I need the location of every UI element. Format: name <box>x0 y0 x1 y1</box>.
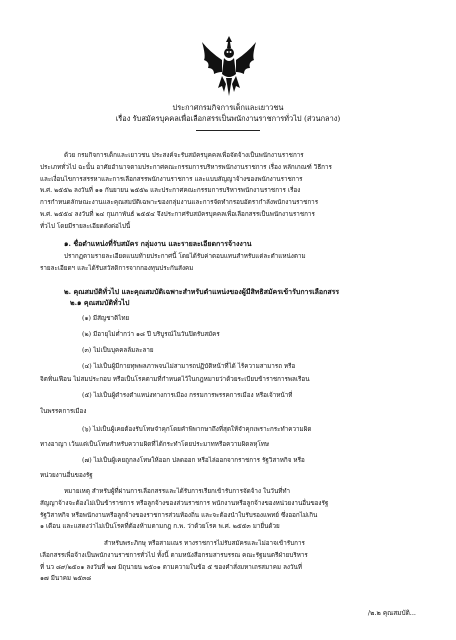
intro-line: ทั่วไป โดยมีรายละเอียดดังต่อไปนี้ <box>40 222 131 230</box>
intro-line: ประเภททั่วไป ฉะนั้น อาศัยอำนาจตามประกาศคณะกรรมการบริหารพนักงานราชการ เรื่อง หลักเกณฑ์ วิธีการ <box>40 163 332 171</box>
page-continuation: /๒.๒ คุณสมบัติ... <box>367 609 416 617</box>
intro-line: การกำหนดลักษณะงานและคุณสมบัติเฉพาะของกลุ่มงานและการจัดทำกรอบอัตรากำลังพนักงานราชการ <box>40 199 319 207</box>
intro-line: พ.ศ. ๒๕๕๔ ลงวันที่ ๒๔ กุมภาพันธ์ ๒๕๕๔ จึงประกาศรับสมัครบุคคลเพื่อเลือกสรรเป็นพนักงานราชการ <box>40 210 315 218</box>
qualification-continuation: ในพรรคการเมือง <box>40 408 87 415</box>
qualification-item: (๗) ไม่เป็นผู้เคยถูกลงโทษให้ออก ปลดออก หรือไล่ออกจากราชการ รัฐวิสาหกิจ หรือ <box>82 457 305 464</box>
section-1-line: ปรากฏตามรายละเอียดแนบท้ายประกาศนี้ โดยได้รับค่าตอบแทนสำหรับแต่ละตำแหน่งตาม <box>64 253 306 260</box>
qualification-item: (๓) ไม่เป็นบุคคลล้มละลาย <box>82 347 154 354</box>
qualification-item: (๑) มีสัญชาติไทย <box>82 315 130 322</box>
qualification-continuation: ทางอาญา เว้นแต่เป็นโทษสำหรับความผิดที่ได้กระทำโดยประมาทหรือความผิดลหุโทษ <box>40 441 270 448</box>
qualification-continuation: หน่วยงานอื่นของรัฐ <box>40 472 93 479</box>
qualification-item: (๒) มีอายุไม่ต่ำกว่า ๑๘ ปี บริบูรณ์ในวันปิดรับสมัคร <box>82 331 220 338</box>
intro-line: พ.ศ. ๒๕๕๒ ลงวันที่ ๑๑ กันยายน ๒๕๕๒ และประกาศคณะกรรมการบริหารพนักงานราชการ เรื่อง <box>40 187 301 195</box>
qualification-continuation: จิตฟั่นเฟือน ไม่สมประกอบ หรือเป็นโรคตามที่กำหนดไว้ในกฎหมายว่าด้วยระเบียบข้าราชการพลเรือน <box>40 376 310 383</box>
qualification-item: (๕) ไม่เป็นผู้ดำรงตำแหน่งทางการเมือง กรรมการพรรคการเมือง หรือเจ้าหน้าที่ <box>82 392 293 399</box>
note-line: ๑ เดือน และแสดงว่าไม่เป็นโรคที่ต้องห้ามตามกฎ ก.พ. ว่าด้วยโรค พ.ศ. ๒๕๕๓ มายื่นด้วย <box>40 523 280 531</box>
section-2-1-title: ๒.๑ คุณสมบัติทั่วไป <box>70 298 130 307</box>
announcement-subject: เรื่อง รับสมัครบุคคลเพื่อเลือกสรรเป็นพนักงานราชการทั่วไป (ส่วนกลาง) <box>115 114 341 123</box>
garuda-emblem-icon <box>200 34 258 98</box>
monk-paragraph <box>40 538 420 585</box>
section-1-body <box>40 251 420 275</box>
note-paragraph <box>40 486 420 533</box>
note-line: หมายเหตุ สำหรับผู้ที่ผ่านการเลือกสรรและได้รับการเรียกเข้ารับการจัดจ้าง ในวันที่ทำ <box>64 488 291 495</box>
monk-line: เลือกสรรเพื่อจ้างเป็นพนักงานราชการทั่วไป ทั้งนี้ ตามหนังสือกรมสารบรรณ คณะรัฐมนตรีฝ่ายบริหาร <box>40 551 308 559</box>
note-line: รัฐวิสาหกิจ หรือพนักงานหรือลูกจ้างของราชการส่วนท้องถิ่น และจะต้องนำใบรับรองแพทย์ ซึ่งออกไม่เกิน <box>40 511 318 519</box>
announcement-org: ประกาศกรมกิจการเด็กและเยาวชน <box>172 103 284 112</box>
qualification-item: (๔) ไม่เป็นผู้มีกายทุพพลภาพจนไม่สามารถปฏิบัติหน้าที่ได้ ไร้ความสามารถ หรือ <box>82 363 296 370</box>
monk-line: ที่ นว ๘๙/๒๕๐๑ ลงวันที่ ๒๗ มิถุนายน ๒๕๐๑ ตามความในข้อ ๕ ของคำสั่งมหาเถรสมาคม ลงวันที่ <box>40 563 302 571</box>
intro-paragraph <box>40 150 420 233</box>
qualification-item: (๖) ไม่เป็นผู้เคยต้องรับโทษจำคุกโดยคำพิพากษาถึงที่สุดให้จำคุกเพราะกระทำความผิด <box>82 426 312 433</box>
section-2-title: ๒. คุณสมบัติทั่วไป และคุณสมบัติเฉพาะสำหรับตำแหน่งของผู้มีสิทธิสมัครเข้ารับการเลือกสรร <box>64 287 340 296</box>
monk-line: ๑๗ มีนาคม ๒๕๓๘ <box>40 575 92 583</box>
monk-line: สำหรับพระภิกษุ หรือสามเณร ทางราชการไม่รับสมัครและไม่อาจเข้ารับการ <box>104 540 305 547</box>
section-1-line: รายละเอียดฯ และได้รับสวัสดิการจากกองทุนประกันสังคม <box>40 264 194 272</box>
intro-line: และเงื่อนไขการสรรหาและการเลือกสรรพนักงานราชการ และแบบสัญญาจ้างของพนักงานราชการ <box>40 175 303 183</box>
note-line: สัญญาจ้างจะต้องไม่เป็นข้าราชการ หรือลูกจ้างของส่วนราชการ พนักงานหรือลูกจ้างของหน่วยงานอื่นของรัฐ <box>40 499 329 507</box>
intro-line: ด้วย กรมกิจการเด็กและเยาวชน ประสงค์จะรับสมัครบุคคลเพื่อจัดจ้างเป็นพนักงานราชการ <box>64 152 304 159</box>
header-divider <box>196 130 260 131</box>
section-1-title: ๑. ชื่อตำแหน่งที่รับสมัคร กลุ่มงาน และรายละเอียดการจ้างงาน <box>64 239 252 248</box>
